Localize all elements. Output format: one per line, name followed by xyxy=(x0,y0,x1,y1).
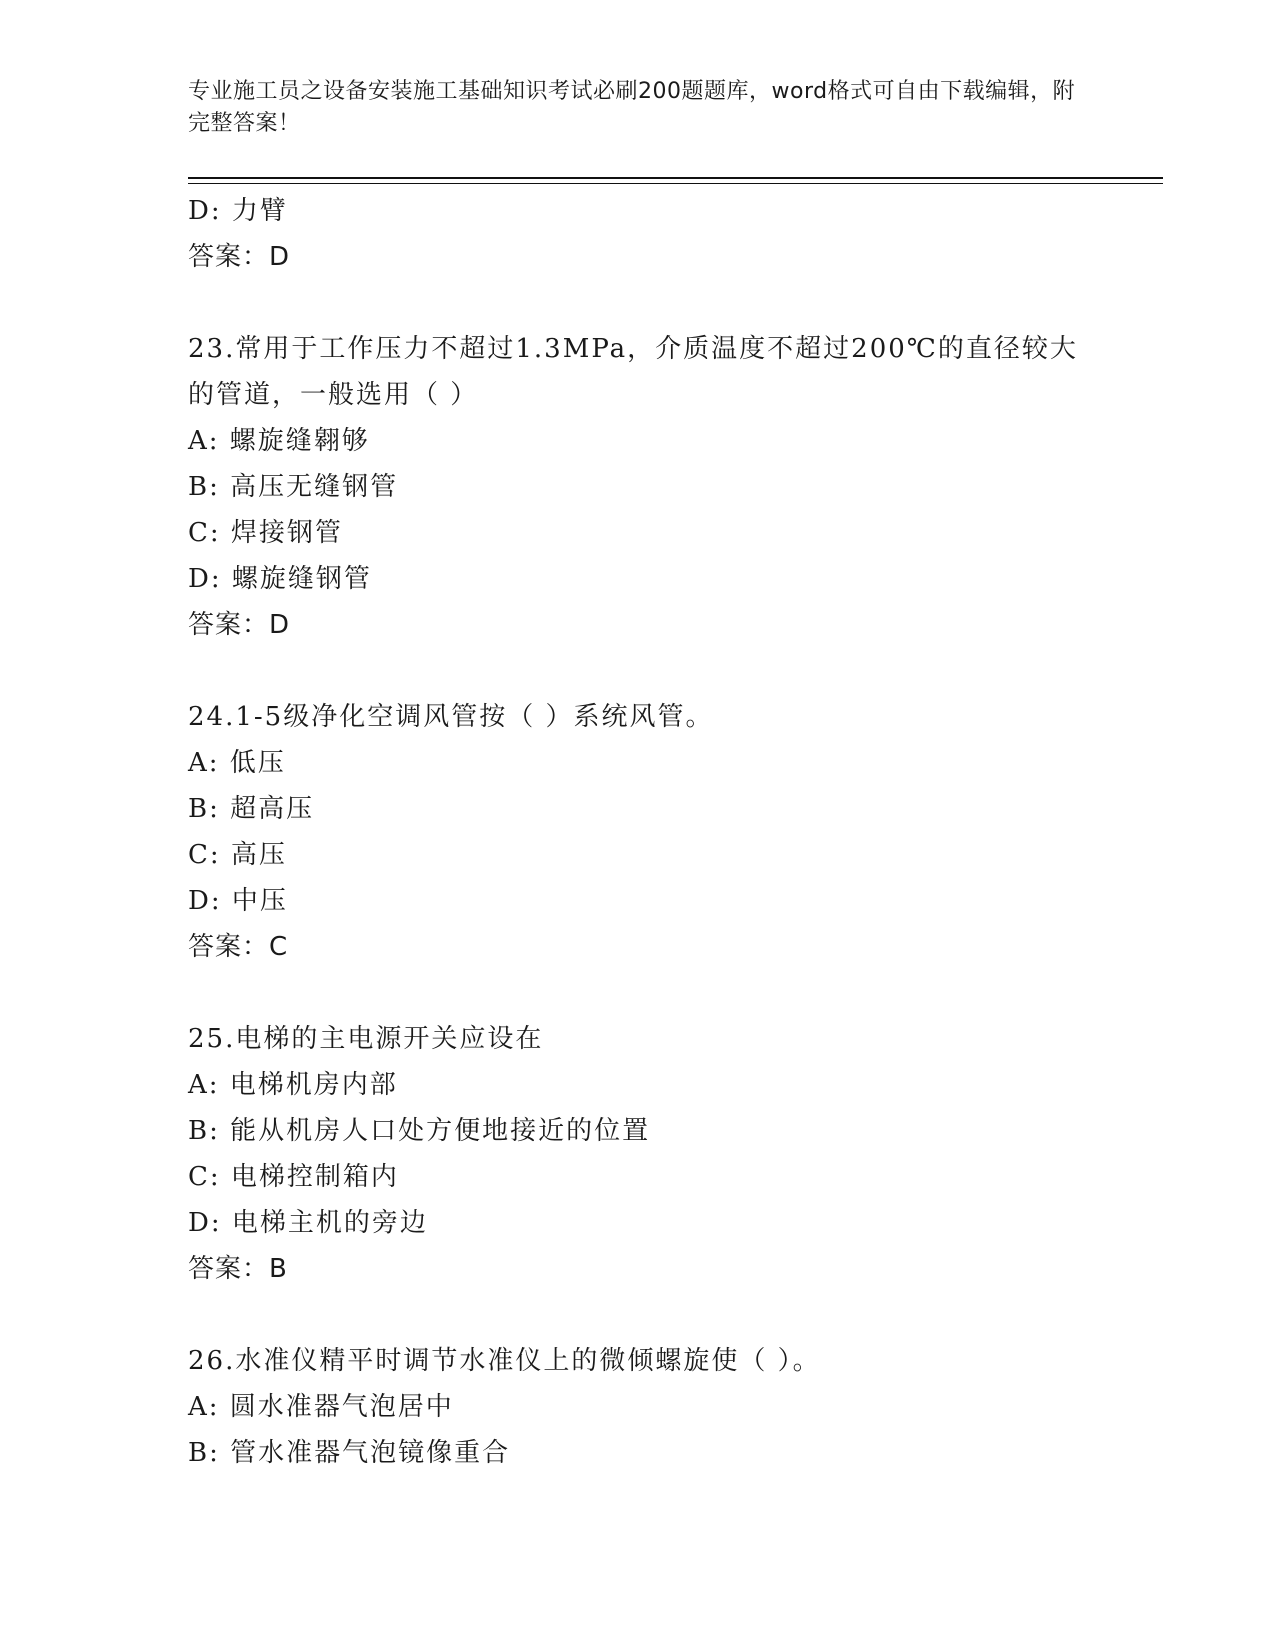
option-d: D: 中压 xyxy=(188,886,288,916)
option-a: A: 螺旋缝翱够 xyxy=(188,426,370,456)
header-text: 专业施工员之设备安装施工基础知识考试必刷200题题库，word格式可自由下载编辑，附完整答案！ xyxy=(188,79,1076,136)
question-block xyxy=(188,1338,1088,1476)
spacer xyxy=(188,280,1088,326)
question-stem: 24.1-5级净化空调风管按（ ）系统风管。 xyxy=(188,702,714,732)
option-a: A: 电梯机房内部 xyxy=(188,1070,398,1100)
answer-line: 答案：B xyxy=(188,1254,288,1284)
option-b: B: 高压无缝钢管 xyxy=(188,472,399,502)
option-c: C: 电梯控制箱内 xyxy=(188,1162,399,1192)
option-d: D: 螺旋缝钢管 xyxy=(188,564,372,594)
option-c: C: 高压 xyxy=(188,840,287,870)
question-stem-continued: 的管道，一般选用（ ） xyxy=(188,380,479,410)
question-stem: 26.水准仪精平时调节水准仪上的微倾螺旋使（ ）。 xyxy=(188,1346,821,1376)
option-d: D: 电梯主机的旁边 xyxy=(188,1208,428,1238)
option-a: A: 圆水准器气泡居中 xyxy=(188,1392,454,1422)
option-a: A: 低压 xyxy=(188,748,286,778)
spacer xyxy=(188,648,1088,694)
option-c: C: 焊接钢管 xyxy=(188,518,343,548)
question-list xyxy=(188,188,1088,1476)
spacer xyxy=(188,1292,1088,1338)
question-block xyxy=(188,326,1088,648)
option-d: D: 力臂 xyxy=(188,196,288,226)
question-block xyxy=(188,694,1088,970)
option-b: B: 能从机房人口处方便地接近的位置 xyxy=(188,1116,651,1146)
header-divider-thick xyxy=(188,177,1163,179)
spacer xyxy=(188,970,1088,1016)
answer-line: 答案：C xyxy=(188,932,289,962)
answer-line: 答案：D xyxy=(188,242,291,272)
option-b: B: 管水准器气泡镜像重合 xyxy=(188,1438,511,1468)
question-stem: 23.常用于工作压力不超过1.3MPa，介质温度不超过200℃的直径较大 xyxy=(188,334,1078,364)
option-b: B: 超高压 xyxy=(188,794,315,824)
question-stem: 25.电梯的主电源开关应设在 xyxy=(188,1024,544,1054)
header-divider-thin xyxy=(188,183,1163,184)
answer-line: 答案：D xyxy=(188,610,291,640)
question-block xyxy=(188,1016,1088,1292)
document-header xyxy=(188,76,1088,140)
